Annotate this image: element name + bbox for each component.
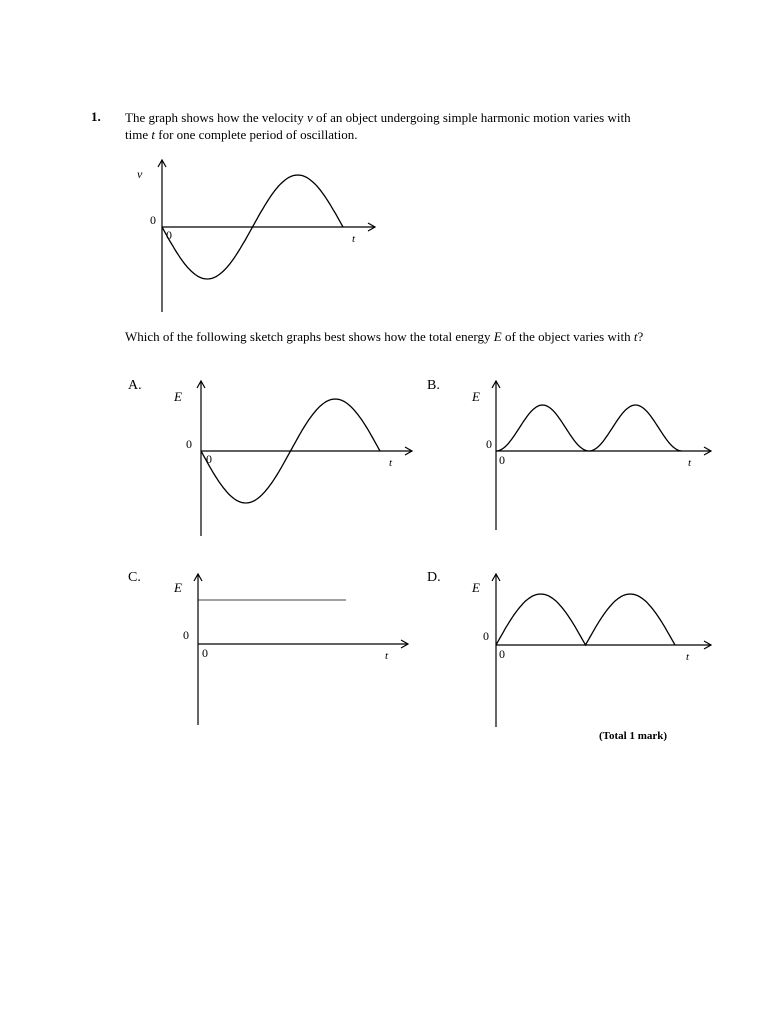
- prompt-var-t: t: [633, 329, 638, 344]
- option-c-zero-label: 0: [183, 628, 189, 642]
- v-axis-label: v: [137, 167, 143, 181]
- option-d-label[interactable]: D.: [427, 570, 441, 585]
- option-b-origin-label: 0: [499, 453, 505, 467]
- option-d-zero-label: 0: [483, 629, 489, 643]
- option-c-t-label: t: [385, 650, 389, 662]
- option-d-curve: [496, 594, 675, 645]
- option-a-t-label: t: [389, 457, 393, 469]
- option-d-origin-label: 0: [499, 647, 505, 661]
- stem-var-t: t: [151, 127, 155, 142]
- option-c-e-label: E: [174, 580, 182, 595]
- prompt-var-e: E: [493, 329, 502, 344]
- stem-var-v: v: [306, 110, 313, 125]
- v-zero-label: 0: [150, 213, 156, 227]
- total-marks: (Total 1 mark): [599, 730, 668, 742]
- option-b-e-label: E: [472, 389, 480, 404]
- option-c-origin-label: 0: [202, 646, 208, 660]
- option-a-zero-label: 0: [186, 437, 192, 451]
- option-b-t-label: t: [688, 457, 692, 469]
- option-a-e-label: E: [174, 389, 182, 404]
- question-number: 1.: [91, 109, 101, 124]
- option-a-label[interactable]: A.: [128, 378, 142, 393]
- prompt-text-2: of the object varies with: [501, 329, 634, 344]
- option-c-label[interactable]: C.: [128, 570, 141, 585]
- prompt-text-1: Which of the following sketch graphs best shows how the total energy: [125, 329, 494, 344]
- t-axis-label: t: [352, 233, 356, 245]
- origin-label: 0: [166, 228, 172, 242]
- stem-text-3: for one complete period of oscillation.: [154, 127, 358, 142]
- option-b-zero-label: 0: [486, 437, 492, 451]
- option-a-origin-label: 0: [206, 452, 212, 466]
- stem-text-1: The graph shows how the velocity: [125, 110, 307, 125]
- option-d-e-label: E: [472, 580, 480, 595]
- prompt-text-3: ?: [637, 329, 644, 344]
- option-d-t-label: t: [686, 651, 690, 663]
- stem-text-2: of an object undergoing simple harmonic motion varies with time: [125, 110, 631, 142]
- option-b-label[interactable]: B.: [427, 378, 440, 393]
